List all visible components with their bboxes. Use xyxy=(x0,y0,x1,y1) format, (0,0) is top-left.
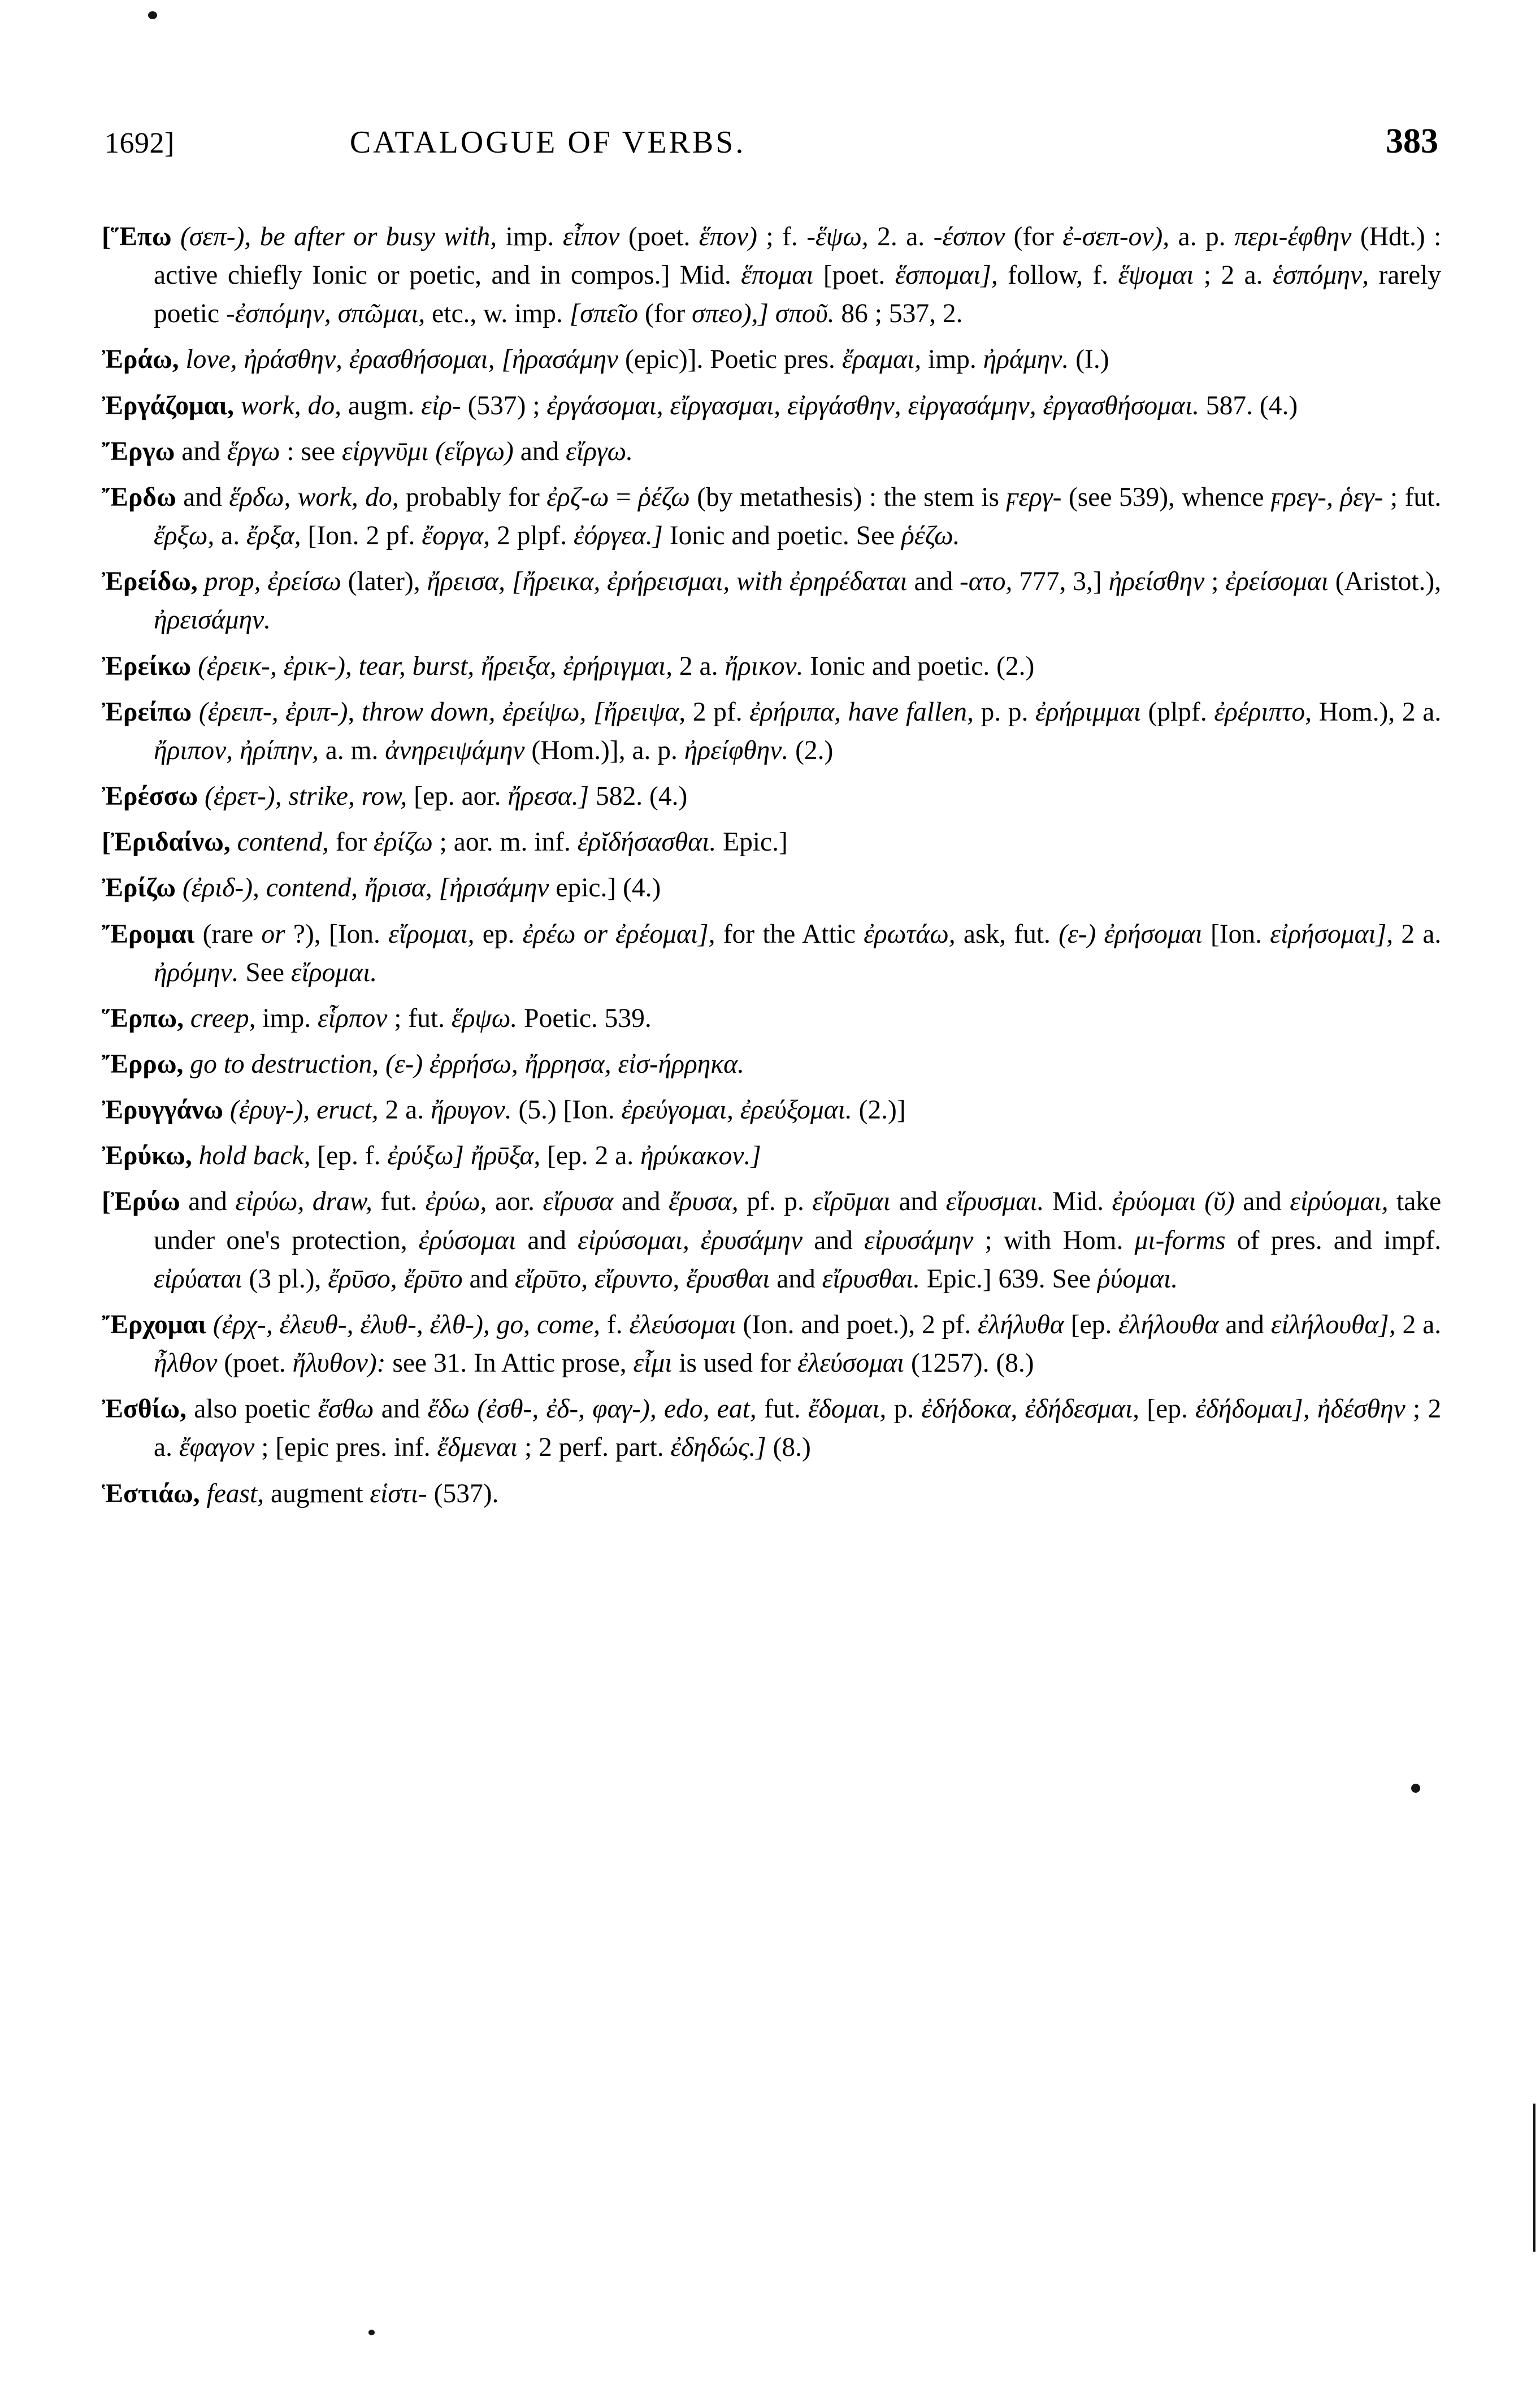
greek-form: ἕπομαι xyxy=(741,261,814,291)
greek-form: ἕψομαι xyxy=(1118,261,1194,291)
greek-form: ἔρῡσο, xyxy=(328,1264,397,1294)
greek-form: ἕρδω, xyxy=(229,482,291,512)
greek-form: (ε-) xyxy=(385,1049,423,1079)
greek-form: ἐρεύγομαι, xyxy=(621,1095,734,1125)
gloss: do, xyxy=(365,482,399,512)
greek-form: ἐρύξω] xyxy=(387,1141,465,1171)
greek-form: ἤρισα, xyxy=(364,873,432,903)
greek-form: ἐλυθ-, xyxy=(360,1310,423,1339)
greek-form: ῥεγ- xyxy=(1340,482,1383,512)
greek-form: ἐλεύσομαι xyxy=(629,1310,736,1339)
ink-speck-right-margin xyxy=(1411,1784,1420,1793)
gloss: feast, xyxy=(206,1479,264,1508)
greek-form: (ῠ) xyxy=(1204,1187,1235,1217)
gloss: or xyxy=(353,222,378,252)
greek-form: ἐρίζω xyxy=(374,827,433,857)
gloss: contend, xyxy=(266,873,358,903)
entry-erchomai: Ἔρχομαι (ἐρχ-, ἐλευθ-, ἐλυθ-, ἐλθ-), go, come, f. ἐλεύσομαι (Ion. and poet.), 2 pf. ἐλήλυθα [ep. ἐλήλουθα and εἰλήλουθα], 2 a. ἦλθον (poet. ἤλυθον): see 31. In Attic prose, εἶμι is used for ἐλεύσομαι (1257). (8.) xyxy=(102,1310,1442,1378)
greek-form: εἶμι xyxy=(633,1349,673,1378)
greek-form: ἐρύομαι xyxy=(1112,1187,1196,1217)
greek-form: εἴρυσθαι. xyxy=(822,1264,920,1294)
greek-form: ἑσπόμην, xyxy=(1272,261,1369,291)
greek-form: εἱστι- xyxy=(370,1479,427,1508)
headword: Ἐρείκω xyxy=(102,651,192,681)
greek-form: εἰργάσθην, xyxy=(787,391,901,420)
greek-form: ἠράμην. xyxy=(983,345,1069,375)
gloss: or xyxy=(583,919,608,949)
entry-esthio: Ἐσθίω, also poetic ἔσθω and ἔδω (ἐσθ-, ἐδ-, φαγ-), edo, eat, fut. ἔδομαι, p. ἐδήδοκα, ἐδήδεσμαι, [ep. ἐδήδομαι], ἠδέσθην ; 2 a. ἔφαγον ; [epic pres. inf. ἔδμεναι ; 2 perf. part. ἐδηδώς.] (8.) xyxy=(102,1394,1442,1463)
greek-form: ἐρῐδήσασθαι. xyxy=(577,827,717,857)
greek-form: ϝρεγ-, xyxy=(1270,482,1333,512)
gloss: go xyxy=(190,1049,217,1079)
section-number: 1692] xyxy=(105,127,175,159)
greek-form: εἴρυσα xyxy=(543,1187,614,1217)
greek-form: ἐδ-, xyxy=(546,1394,585,1424)
greek-form: ἐρυσάμην xyxy=(700,1225,803,1255)
greek-form: (ἐσθ-, xyxy=(477,1394,539,1424)
greek-form: [ἤρειψα, xyxy=(593,697,686,727)
greek-form: εἴρῡμαι xyxy=(812,1187,891,1217)
greek-form: ἔρυσα, xyxy=(669,1187,739,1217)
greek-form: εἰρύσομαι, xyxy=(578,1225,689,1255)
entry-erpo: Ἕρπω, creep, imp. εἷρπον ; fut. ἕρψω. Poetic. 539. xyxy=(102,1003,652,1033)
gloss: burst, xyxy=(412,651,475,681)
greek-form: ἐδήδεσμαι, xyxy=(1025,1394,1140,1424)
greek-form: εἶπον xyxy=(562,222,620,252)
entry-eresso: Ἐρέσσω (ἐρετ-), strike, row, [ep. aor. ἤρεσα.] 582. (4.) xyxy=(102,782,688,812)
greek-form: ἔοργα, xyxy=(422,521,491,551)
greek-form: ἔδομαι, xyxy=(808,1394,887,1424)
greek-form: ἐδηδώς.] xyxy=(670,1433,766,1463)
gloss: busy xyxy=(385,222,435,252)
greek-form: -έσπον xyxy=(933,222,1005,252)
gloss: draw, xyxy=(312,1187,372,1217)
greek-form: ῥέζω. xyxy=(901,521,960,551)
greek-form: ἐρήριμμαι xyxy=(1035,697,1141,727)
greek-form: ἔραμαι, xyxy=(841,345,922,375)
gloss: be xyxy=(259,222,285,252)
ink-speck-bottom xyxy=(368,2330,375,2335)
gloss: edo, xyxy=(664,1394,710,1424)
greek-form: εἰρύομαι, xyxy=(1290,1187,1389,1217)
gloss: love, xyxy=(185,345,237,375)
greek-form: ἤρειξα, xyxy=(481,651,557,681)
entry-erao: Ἐράω, love, ἠράσθην, ἐρασθήσομαι, [ἠρασάμην (epic)]. Poetic pres. ἔραμαι, imp. ἠράμην. (I.) xyxy=(102,345,1109,375)
greek-form: ἐρύω, xyxy=(425,1187,487,1217)
greek-form: ἐρείσω xyxy=(267,567,341,597)
greek-form: (ἐρειπ-, xyxy=(198,697,279,727)
gloss: with xyxy=(736,567,783,597)
greek-form: (ε-) xyxy=(1059,919,1096,949)
greek-form: εἴρῡτο, xyxy=(514,1264,588,1294)
greek-form: ἐρέριπτο, xyxy=(1214,697,1312,727)
greek-form: ἐρήριπα, xyxy=(749,697,841,727)
greek-form: (ἐρχ-, xyxy=(212,1310,273,1339)
greek-form: ἤρυγον. xyxy=(430,1095,512,1125)
greek-form: [σπεῖο xyxy=(569,299,639,329)
greek-form: [ἠρισάμην xyxy=(439,873,549,903)
gloss: tear, xyxy=(358,651,406,681)
greek-form: εἴρομαι. xyxy=(290,957,378,987)
headword: Ἔρρω, xyxy=(102,1049,184,1079)
greek-form: μι-forms xyxy=(1134,1225,1226,1255)
greek-form: ἤλυθον): xyxy=(292,1349,386,1378)
greek-form: ἔδω xyxy=(427,1394,470,1424)
greek-form: ἠρείφθην. xyxy=(684,735,789,765)
entry-epo: [Ἕπω (σεπ-), be after or busy with, imp. εἶπον (poet. ἕπον) ; f. -ἕψω, 2. a. -έσπον (for ἐ-σεπ-ον), a. p. περι-έφθην (Hdt.) : active chiefly Ionic or poetic, and in compos.] Mid. ἕπομαι [poet. ἕσπομαι], follow, f. ἕψομαι ; 2 a. ἑσπόμην, rarely poetic -ἐσπόμην, σπῶμαι, etc., w. imp. [σπεῖο (for σπεο),] σποῦ. 86 ; 537, 2. xyxy=(102,222,1442,329)
greek-form: ἠρίπην, xyxy=(239,735,319,765)
gloss: to xyxy=(223,1049,245,1079)
greek-form: ἐριπ-), xyxy=(285,697,355,727)
greek-form: ἐρείψω, xyxy=(502,697,587,727)
greek-form: εἰρήσομαι], xyxy=(1270,919,1394,949)
greek-form: (σεπ-), xyxy=(180,222,251,252)
entry-eruggano: Ἐρυγγάνω (ἐρυγ-), eruct, 2 a. ἤρυγον. (5.) [Ion. ἐρεύγομαι, ἐρεύξομαι. (2.)] xyxy=(102,1095,906,1125)
entry-eridaino: [Ἐριδαίνω, contend, for ἐρίζω ; aor. m. inf. ἐρῐδήσασθαι. Epic.] xyxy=(102,827,788,857)
gloss: contend, xyxy=(237,827,329,857)
greek-form: ἤρεισα, xyxy=(427,567,505,597)
entry-estiao: Ἑστιάω, feast, augment εἱστι- (537). xyxy=(102,1479,499,1508)
greek-form: (ἐρυγ-), xyxy=(229,1095,310,1125)
greek-form: -ἕψω, xyxy=(806,222,869,252)
headword: Ἐρέσσω xyxy=(102,782,198,812)
greek-form: ἐρωτάω, xyxy=(864,919,956,949)
gloss: have xyxy=(848,697,899,727)
gloss: fallen, xyxy=(905,697,974,727)
gloss: do, xyxy=(307,391,341,420)
greek-form: ἤρῡξα, xyxy=(470,1141,541,1171)
greek-form: εἷρπον xyxy=(318,1003,388,1033)
greek-form: ἤρικον. xyxy=(725,651,804,681)
greek-form: ῥέζω xyxy=(638,482,690,512)
greek-form: ἤριπον, xyxy=(154,735,233,765)
greek-form: ἐλευθ-, xyxy=(279,1310,354,1339)
greek-form: ἐρζ-ω xyxy=(546,482,609,512)
greek-form: ἐόργεα.] xyxy=(573,521,663,551)
gloss: after xyxy=(294,222,345,252)
entry-ereido: Ἐρείδω, prop, ἐρείσω (later), ἤρεισα, [ἤρεικα, ἐρήρεισμαι, with ἐρηρέδαται and -ατο, 777, 3,] ἠρείσθην ; ἐρείσομαι (Aristot.), ἠρεισάμην. xyxy=(102,567,1442,635)
greek-form: ἐλεύσομαι xyxy=(797,1349,905,1378)
greek-form: [ἤρεικα, xyxy=(511,567,601,597)
greek-form: σπῶμαι, xyxy=(337,299,426,329)
gloss: strike, xyxy=(288,782,355,812)
entry-erizo: Ἐρίζω (ἐριδ-), contend, ἤρισα, [ἠρισάμην epic.] (4.) xyxy=(102,873,661,903)
greek-form: εἴργασμαι, xyxy=(670,391,781,420)
greek-form: ἐρικ-), xyxy=(283,651,352,681)
greek-form: ἐλήλυθα xyxy=(978,1310,1064,1339)
greek-form: ἕργω xyxy=(227,436,280,466)
entry-erdo: Ἔρδω and ἕρδω, work, do, probably for ἐρζ-ω = ῥέζω (by metathesis) : the stem is ϝεργ- (see 539), whence ϝρεγ-, ῥεγ- ; fut. ἔρξω, a. ἔρξα, [Ion. 2 pf. ἔοργα, 2 plpf. ἐόργεα.] Ionic and poetic. See ῥέζω. xyxy=(102,482,1442,551)
headword: Ἕρπω, xyxy=(102,1003,184,1033)
gloss: eruct, xyxy=(316,1095,379,1125)
greek-form: (ἐρετ-), xyxy=(205,782,282,812)
greek-form: ἠράσθην, xyxy=(244,345,342,375)
gloss: hold xyxy=(198,1141,247,1171)
headword: [Ἐρύω xyxy=(102,1187,180,1217)
greek-form: ἐρρήσω, xyxy=(430,1049,518,1079)
greek-form: εἰρυσάμην xyxy=(864,1225,974,1255)
gloss: work, xyxy=(297,482,358,512)
greek-form: (ἐριδ-), xyxy=(182,873,259,903)
headword: Ἐσθίω, xyxy=(102,1394,187,1424)
headword: Ἐρείδω, xyxy=(102,567,198,597)
greek-form: ἔρῡτο xyxy=(404,1264,463,1294)
greek-form: ἐρασθήσομαι, xyxy=(349,345,495,375)
headword: Ἔρχομαι xyxy=(102,1310,206,1339)
greek-form: ἐδήδομαι], xyxy=(1195,1394,1310,1424)
greek-form: εἴργω. xyxy=(566,436,633,466)
greek-form: ϝεργ- xyxy=(1006,482,1062,512)
greek-form: [ἠρασάμην xyxy=(501,345,619,375)
greek-form: ἔρξω, xyxy=(154,521,215,551)
greek-form: ἐργάσομαι, xyxy=(546,391,663,420)
greek-form: (ἐρεικ-, xyxy=(198,651,277,681)
greek-form: εἰρ- xyxy=(421,391,461,420)
greek-form: ἔδμεναι xyxy=(437,1433,518,1463)
greek-form: ἐργασθήσομαι. xyxy=(1043,391,1200,420)
greek-form: ἦλθον xyxy=(154,1349,218,1378)
entry-erro xyxy=(102,1045,1441,1083)
greek-form: ἔρξα, xyxy=(246,521,301,551)
greek-form: (εἵργω) xyxy=(435,436,514,466)
gloss: or xyxy=(261,919,285,949)
verb-catalogue-column xyxy=(102,218,1441,1513)
greek-form: ἐρέω xyxy=(522,919,576,949)
greek-form: ἤρεσα.] xyxy=(507,782,589,812)
headword: [Ἐριδαίνω, xyxy=(102,827,231,857)
greek-form: ῥύομαι. xyxy=(1097,1264,1178,1294)
headword: Ἑστιάω, xyxy=(102,1479,200,1508)
greek-form: ἠδέσθην xyxy=(1317,1394,1405,1424)
greek-form: περι-έφθην xyxy=(1234,222,1352,252)
headword: Ἐρίζω xyxy=(102,873,176,903)
greek-form: ἕρψω. xyxy=(451,1003,518,1033)
greek-form: ἠρόμην. xyxy=(154,957,239,987)
entry-ereipo: Ἐρείπω (ἐρειπ-, ἐριπ-), throw down, ἐρείψω, [ἤρειψα, 2 pf. ἐρήριπα, have fallen, p. p. ἐρήριμμαι (plpf. ἐρέριπτο, Hom.), 2 a. ἤριπον, ἠρίπην, a. m. ἀνηρειψάμην (Hom.)], a. p. ἠρείφθην. (2.) xyxy=(102,697,1442,765)
greek-form: -ἐσπόμην, xyxy=(225,299,331,329)
greek-form: ἠρύκακον.] xyxy=(640,1141,761,1171)
greek-form: ἐρήσομαι xyxy=(1104,919,1203,949)
greek-form: σποῦ. xyxy=(775,299,835,329)
page-number: 383 xyxy=(1386,122,1438,161)
greek-form: εἴρυντο, xyxy=(595,1264,680,1294)
running-head xyxy=(105,122,1438,162)
headword: Ἐράω, xyxy=(102,345,179,375)
greek-form: ἔφαγον xyxy=(179,1433,255,1463)
gloss: prop, xyxy=(204,567,261,597)
greek-form: εἴρομαι, xyxy=(388,919,475,949)
greek-form: ἀνηρειψάμην xyxy=(385,735,525,765)
greek-form: ἐλθ-), xyxy=(430,1310,490,1339)
headword: Ἔρομαι xyxy=(102,919,195,949)
greek-form: ἕπον) xyxy=(699,222,757,252)
greek-form: ἐρηρέδαται xyxy=(789,567,908,597)
gloss: go, xyxy=(496,1310,531,1339)
greek-form: ἐρήριγμαι, xyxy=(563,651,673,681)
greek-form: εἰσ-ήρρηκα. xyxy=(618,1049,744,1079)
entry-eruo: [Ἐρύω and εἰρύω, draw, fut. ἐρύω, aor. εἴρυσα and ἔρυσα, pf. p. εἴρῡμαι and εἴρυσμαι. Mid. ἐρύομαι (ῠ) and εἰρύομαι, take under one's protection, ἐρύσομαι and εἰρύσομαι, ἐρυσάμην and εἰρυσάμην ; with Hom. μι-forms of pres. and impf. εἰρύαται (3 pl.), ἔρῡσο, ἔρῡτο and εἴρῡτο, εἴρυντο, ἔρυσθαι and εἴρυσθαι. Epic.] 639. See ῥύομαι. xyxy=(102,1187,1442,1294)
headword: Ἐρυγγάνω xyxy=(102,1095,224,1125)
gloss: creep, xyxy=(190,1003,256,1033)
greek-form: εἰλήλουθα], xyxy=(1270,1310,1396,1339)
greek-form: εἴρυσμαι. xyxy=(945,1187,1044,1217)
gloss: with, xyxy=(444,222,497,252)
scan-edge-line xyxy=(1533,2104,1535,2252)
headword: Ἔργω xyxy=(102,436,175,466)
greek-form: ἐ-σεπ-ον), xyxy=(1062,222,1170,252)
gloss: back, xyxy=(253,1141,311,1171)
entry-ergazomai: Ἐργάζομαι, work, do, augm. εἰρ- (537) ; ἐργάσομαι, εἴργασμαι, εἰργάσθην, εἰργασάμην, ἐργασθήσομαι. 587. (4.) xyxy=(102,391,1298,420)
greek-form: ἐλήλουθα xyxy=(1118,1310,1219,1339)
ink-speck-top xyxy=(148,11,157,19)
greek-form: ἐρείσομαι xyxy=(1225,567,1329,597)
greek-form: ἔσθω xyxy=(318,1394,374,1424)
entry-ereiko: Ἐρείκω (ἐρεικ-, ἐρικ-), tear, burst, ἤρειξα, ἐρήριγμαι, 2 a. ἤρικον. Ionic and poetic. (2.) xyxy=(102,651,1035,681)
headword: Ἔρδω xyxy=(102,482,176,512)
greek-form: ἕσπομαι], xyxy=(895,261,998,291)
greek-form: σπεο),] xyxy=(692,299,769,329)
greek-form: -ατο, xyxy=(959,567,1013,597)
gloss: destruction, xyxy=(251,1049,379,1079)
headword: Ἐρείπω xyxy=(102,697,192,727)
headword: [Ἕπω xyxy=(102,222,172,252)
greek-form: ἐρύσομαι xyxy=(418,1225,517,1255)
greek-form: ἐρήρεισμαι, xyxy=(607,567,730,597)
gloss: down, xyxy=(430,697,496,727)
greek-form: εἰρύαται xyxy=(154,1264,242,1294)
entry-eromai: Ἔρομαι (rare or ?), [Ion. εἴρομαι, ep. ἐρέω or ἐρέομαι], for the Attic ἐρωτάω, ask, fut. (ε-) ἐρήσομαι [Ion. εἰρήσομαι], 2 a. ἠρόμην. See εἴρομαι. xyxy=(102,919,1442,987)
gloss: work, xyxy=(240,391,301,420)
greek-form: ἐρέομαι], xyxy=(615,919,715,949)
gloss: row, xyxy=(361,782,407,812)
greek-form: ἐδήδοκα, xyxy=(921,1394,1018,1424)
greek-form: ἤρρησα, xyxy=(524,1049,611,1079)
page-title: CATALOGUE OF VERBS. xyxy=(349,125,746,160)
greek-form: ἠρεισάμην. xyxy=(154,605,271,635)
greek-form: φαγ-), xyxy=(592,1394,657,1424)
entry-ergo: Ἔργω and ἕργω : see εἱργνῡμι (εἵργω) and εἴργω. xyxy=(102,436,633,466)
greek-form: ἐρεύξομαι. xyxy=(740,1095,852,1125)
greek-form: ἠρείσθην xyxy=(1108,567,1205,597)
greek-form: ἔρυσθαι xyxy=(686,1264,770,1294)
gloss: throw xyxy=(361,697,424,727)
headword: Ἐργάζομαι, xyxy=(102,391,234,420)
gloss: come, xyxy=(536,1310,601,1339)
headword: Ἐρύκω, xyxy=(102,1141,192,1171)
greek-form: εἱργνῡμι xyxy=(341,436,429,466)
gloss: eat, xyxy=(717,1394,757,1424)
greek-form: εἰργασάμην, xyxy=(908,391,1036,420)
greek-form: εἰρύω, xyxy=(235,1187,305,1217)
entry-eruko: Ἐρύκω, hold back, [ep. f. ἐρύξω] ἤρῡξα, [ep. 2 a. ἠρύκακον.] xyxy=(102,1141,761,1171)
